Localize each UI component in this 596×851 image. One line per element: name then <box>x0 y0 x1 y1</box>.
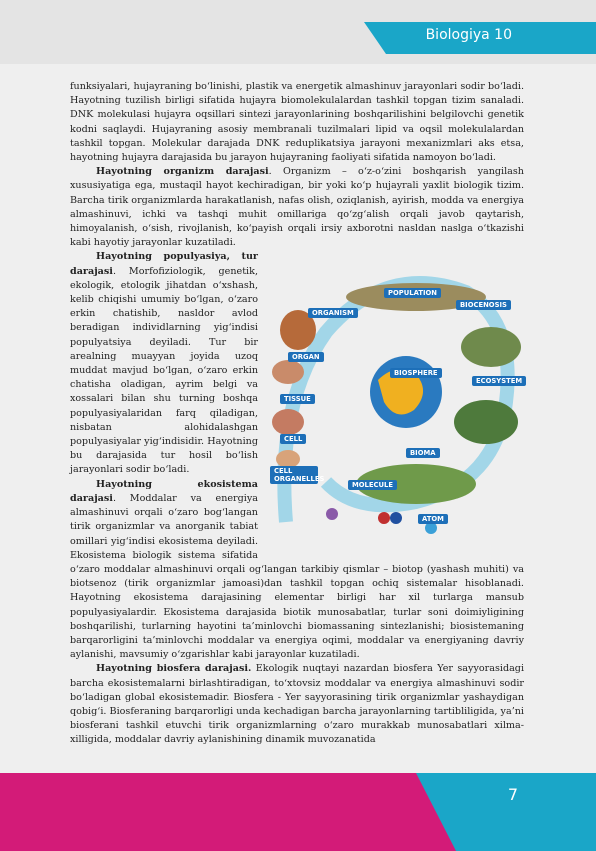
landscape-biocenosis <box>461 327 521 367</box>
paragraph-2: Hayotning organizm darajasi. Organizm – o‘z-o‘zini boshqarish yangilash xususiyatiga ega, mustaqil hayot kechiradigan, bir yoki ko‘p hujayrali yaxlit biologik tizim. Barcha tirik organizmlarda harakatlanish, nafas olish, oziqlanish, ayirish, modda va energiya almashinuvi, ichki va tashqi muhit omillariga qo‘zg‘alish orqali javob qaytarish, himoyalanish, o‘sish, rivojlanish, ko‘payish orqali irsiy axborotni nasldan naslga o‘tkazishi kabi hayotiy jarayonlar kuzatiladi. <box>70 166 524 249</box>
molecule-image <box>378 512 390 524</box>
molecule-image-2 <box>390 512 402 524</box>
paragraph-5: Hayotning biosfera darajasi. Ekologik nuqtayi nazardan biosfera Yer sayyorasidagi barcha ekosistemalarni birlashtiradigan, to‘xtovsiz moddalar va energiya almashinuvi sodir bo‘ladigan global ekosistemadir. Biosfera - Yer sayyorasining tirik organizmlar yashaydigan qobig‘i. Biosferaning barqarorligi unda kechadigan barcha jarayonlarning tartibliligida, ya’ni biosferani tashkil etuvchi tirik organizmlarning o‘zaro murakkab munosabatlari xilma-xilligida, moddalar davriy aylanishining dinamik muvozanatida <box>70 663 525 746</box>
label-atom: ATOM <box>418 514 448 524</box>
landscape-ecosystem <box>454 400 518 444</box>
label-biocenosis: BIOCENOSIS <box>456 300 511 310</box>
label-ecosystem: ECOSYSTEM <box>472 376 526 386</box>
label-population: POPULATION <box>384 288 441 298</box>
label-cell-organelles: CELL ORGANELLES <box>270 466 318 484</box>
label-organ: ORGAN <box>288 352 324 362</box>
label-organism: ORGANISM <box>308 308 358 318</box>
page-footer <box>0 773 596 851</box>
label-molecule: MOLECULE <box>348 480 397 490</box>
label-tissue: TISSUE <box>280 394 315 404</box>
label-bioma: BIOMA <box>406 448 440 458</box>
label-biosphere: BIOSPHERE <box>390 368 442 378</box>
organ-image <box>272 360 304 384</box>
paragraph-3: Hayotning populyasiya, tur darajasi. Morfofiziologik, genetik, ekologik, etologik jihatdan o‘xshash, kelib chiqishi umumiy bo‘lgan, o‘zaro erkin chatishib, nasldor avlod beradigan individlarning yig‘indisi populyatsiya deyiladi. Tur bir arealning muayyan joyida uzoq muddat mavjud bo‘lgan, o‘zaro erkin chatisha oladigan, ayrim belgi va xossalari bilan shu turning boshqa populyasiyalaridan farq qiladigan, nisbatan alohidalashgan populyasiyalar yig‘indisidir. Hayotning bu darajasida tur hosil bo‘lish jarayonlari sodir bo‘ladi. <box>70 251 258 476</box>
heading-ecosystem-level: Hayotning ekosistema darajasi <box>70 478 258 504</box>
label-cell: CELL <box>280 434 306 444</box>
page-number: 7 <box>507 785 518 804</box>
book-title: Biologiya 10 <box>425 27 512 43</box>
levels-of-life-figure <box>266 252 524 548</box>
heading-population-level: Hayotning populyasiya, tur darajasi <box>70 251 258 277</box>
organelle-image <box>326 508 338 520</box>
page-header <box>0 0 596 64</box>
atom-image <box>425 522 437 534</box>
tissue-image <box>272 409 304 435</box>
paragraph-4: Hayotning ekosistema darajasi. Moddalar va energiya almashinuvi orqali o‘zaro bog‘langan tirik organizmlar va anorganik tabiat omillari yig‘indisi ekosistema deyiladi. Ekosistema biologik sistema sifatida o‘zaro moddalar almashinuvi orqali og‘langan tarkibiy qismlar – biotop (yashash muhiti) va biotsenoz (tirik organizmlar jamoasi)dan tashkil topgan ochiq sistemalar hisoblanadi. Hayotning ekosistema darajasining elementar birligi har xil turlarga mansub populyasiyalardir. Ekosistema darajasida biotik munosabatlar, turlar soni doimiyligining boshqarilishi, turlarning hayotini ta’minlovchi biomassaning sintezlanishi; biosistemaning barqarorligini ta’minlovchi moddalar va energiya oqimi, moddalar va energiyaning davriy aylanishi, mavsumiy o‘zgarishlar kabi jarayonlar kuzatiladi. <box>70 478 524 661</box>
page-body <box>70 80 524 748</box>
heading-organism-level: Hayotning organizm darajasi <box>96 166 269 178</box>
paragraph-1: funksiyalari, hujayraning bo‘linishi, plastik va energetik almashinuv jarayonlari sodir bo‘ladi. Hayotning tuzilish birligi sifatida hujayra biomolekulalardan tashkil topgan tizim sanaladi. DNK molekulasi hujayra oqsillari sintezi jarayonlarining boshqarilishini belgilovchi genetik kodni saqlaydi. Hujayraning asosiy membranali tuzilmalari lipid va oqsil molekulalardan tashkil topgan. Molekular darajada DNK reduplikatsiya jarayoni mexanizmlari aks etsa, hayotning hujayra darajasida bu jarayon hujayraning faoliyati sifatida namoyon bo‘ladi. <box>70 81 524 164</box>
heading-biosphere-level: Hayotning biosfera darajasi. <box>96 663 252 675</box>
footer-band <box>456 773 596 851</box>
